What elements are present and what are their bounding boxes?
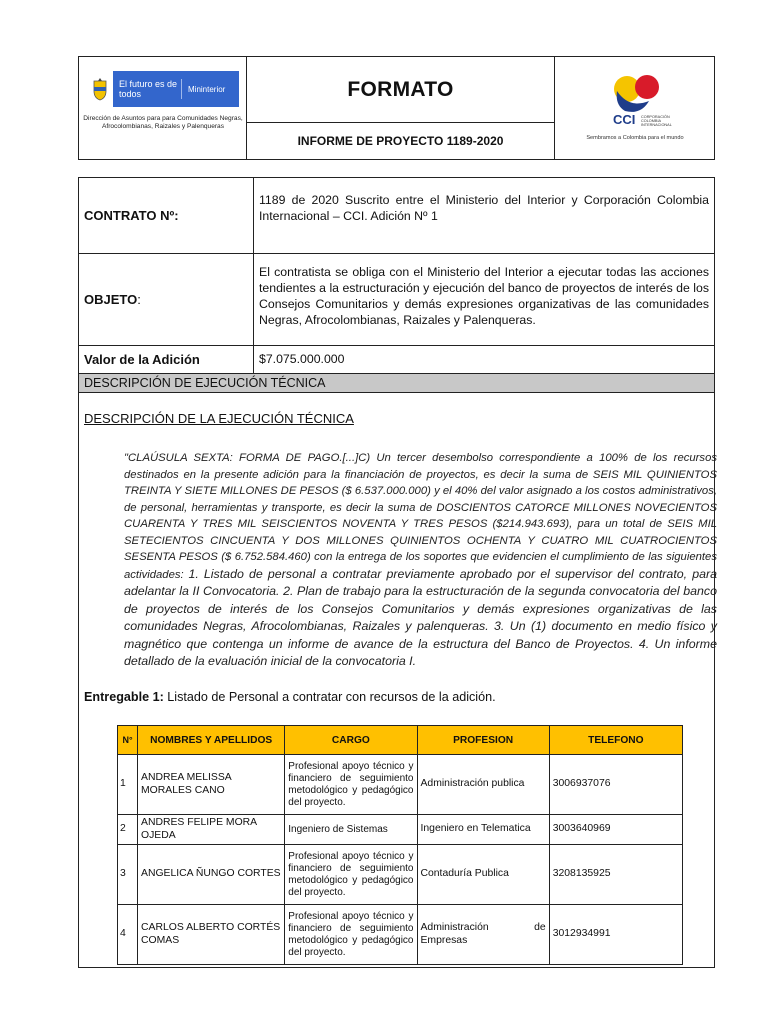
objeto-label-cell: [79, 254, 254, 346]
row-profesion: Administración de Empresas: [417, 905, 549, 965]
row-telefono: 3208135925: [549, 845, 682, 905]
table-row: [118, 905, 683, 965]
valor-label: Valor de la Adición: [79, 346, 254, 374]
svg-text:COLOMBIA: COLOMBIA: [641, 119, 662, 123]
payment-clause-activities: 1. Listado de personal a contratar previamente aprobado por el supervisor del contrato, para adelantar la II Convocatoria. 2. Plan de trabajo para la estructuración de la segunda convocatoria del banco de proyectos de interés de los Consejos Comunitarios y demás expresiones organizativas de las comunidades Negras, Afrocolombianas, Raizales y palenqueras. 3. Un (1) documento en medio físico y magnético que contenga un informe de avance de la estructura del Banco de Proyectos. 4. Un informe detallado de la evaluación inicial de la convocatoria I.: [124, 566, 718, 668]
contract-table: [78, 177, 718, 968]
row-nombre: ANDRES FELIPE MORA OJEDA: [138, 815, 285, 845]
row-num: 2: [118, 815, 138, 845]
payment-clause-quote: [124, 450, 717, 671]
header-profesion: PROFESION: [417, 726, 549, 755]
colombia-shield-icon: [87, 71, 113, 107]
gov-logo-cell: [79, 57, 247, 159]
cci-logo-cell: [554, 57, 714, 159]
header-nombres: NOMBRES Y APELLIDOS: [138, 726, 285, 755]
entregable-text: Listado de Personal a contratar con recursos de la adición.: [163, 690, 496, 704]
gov-logo-slogan: El futuro es de todos: [119, 79, 178, 99]
row-num: 3: [118, 845, 138, 905]
row-num: 1: [118, 755, 138, 815]
row-telefono: 3003640969: [549, 815, 682, 845]
row-nombre: ANGELICA ÑUNGO CORTES: [138, 845, 285, 905]
row-telefono: 3012934991: [549, 905, 682, 965]
contrato-value: 1189 de 2020 Suscrito entre el Ministerio del Interior y Corporación Colombia Internacional – CCI. Adición Nº 1: [254, 178, 714, 254]
gov-directorate-note: Dirección de Asuntos para para Comunidades Negras, Afrocolombianas, Raizales y Palenqueras: [83, 115, 243, 130]
svg-text:CCI: CCI: [613, 112, 636, 127]
row-profesion: Ingeniero en Telematica: [417, 815, 549, 845]
contrato-label: CONTRATO Nº:: [79, 178, 254, 254]
row-nombre: CARLOS ALBERTO CORTÉS COMAS: [138, 905, 285, 965]
objeto-colon: :: [137, 292, 141, 307]
header-telefono: TELEFONO: [549, 726, 682, 755]
table-row: [118, 815, 683, 845]
row-nombre: ANDREA MELISSA MORALES CANO: [138, 755, 285, 815]
page-title: FORMATO: [247, 57, 554, 123]
page-subtitle: INFORME DE PROYECTO 1189-2020: [297, 134, 504, 148]
cci-logo-icon: [583, 67, 693, 127]
row-num: 4: [118, 905, 138, 965]
objeto-label: OBJETO: [84, 292, 138, 307]
objeto-value: El contratista se obliga con el Ministerio del Interior a ejecutar todas las acciones tendientes a la estructuración y ejecución del banco de proyectos de interés de los Consejos Comunitarios y demás expresiones organizativas de las comunidades Negras, Afrocolombianas, Raizales y Palenqueras.: [254, 254, 714, 346]
document-header: [78, 56, 715, 160]
valor-value: $7.075.000.000: [254, 346, 714, 374]
section-title: DESCRIPCIÓN DE LA EJECUCIÓN TÉCNICA: [84, 411, 354, 426]
row-profesion: Administración publica: [417, 755, 549, 815]
row-telefono: 3006937076: [549, 755, 682, 815]
gov-logo-ministry: Mininterior: [181, 79, 225, 99]
payment-clause-text: "CLAÚSULA SEXTA: FORMA DE PAGO.[...]C) Un tercer desembolso correspondiente a 100% de los recursos destinados en la presente adición para la financiación de proyectos, es decir la suma de SEIS MIL QUINIENTOS TREINTA Y SIETE MILLONES DE PESOS ($ 6.537.000.000) y el 40% del valor asignado a los costos administrativos, de personal, herramientas y transporte, es decir la suma de DOSCIENTOS CATORCE MILLONES NOVECIENTOS CUARENTA Y TRES MIL SEISCIENTOS NOVENTA Y TRES PESOS ($214.943.693), para un total de SEIS MIL SETECIENTOS CINCUENTA Y DOS MILLONES QUINIENTOS OCHENTA Y CUATRO MIL CUATROCIENTOS SESENTA PESOS ($ 6.752.584.460) con la entrega de los soportes que evidencien el cumplimiento de las siguientes actividades:: [124, 452, 717, 581]
row-cargo: Profesional apoyo técnico y financiero de seguimiento metodológico y pedagógico del proyecto.: [285, 905, 417, 965]
row-cargo: Profesional apoyo técnico y financiero de seguimiento metodológico y pedagógico del proyecto.: [285, 845, 417, 905]
section-bar-title: DESCRIPCIÓN DE EJECUCIÓN TÉCNICA: [79, 374, 714, 393]
table-row: [118, 755, 683, 815]
personnel-table-header: [118, 726, 683, 755]
svg-text:CORPORACIÓN: CORPORACIÓN: [641, 115, 670, 119]
row-profesion: Contaduría Publica: [417, 845, 549, 905]
cci-tagline: Sembramos a Colombia para el mundo: [586, 135, 684, 141]
gov-logo-banner: [87, 71, 239, 107]
header-num: N°: [118, 726, 138, 755]
personnel-table: [117, 725, 683, 965]
row-cargo: Profesional apoyo técnico y financiero de seguimiento metodológico y pedagógico del proyecto.: [285, 755, 417, 815]
svg-text:INTERNACIONAL: INTERNACIONAL: [641, 123, 672, 127]
header-cargo: CARGO: [285, 726, 417, 755]
table-row: [118, 845, 683, 905]
entregable-label: Entregable 1:: [84, 690, 164, 704]
row-cargo: Ingeniero de Sistemas: [285, 815, 417, 845]
entregable-line: [84, 690, 496, 704]
